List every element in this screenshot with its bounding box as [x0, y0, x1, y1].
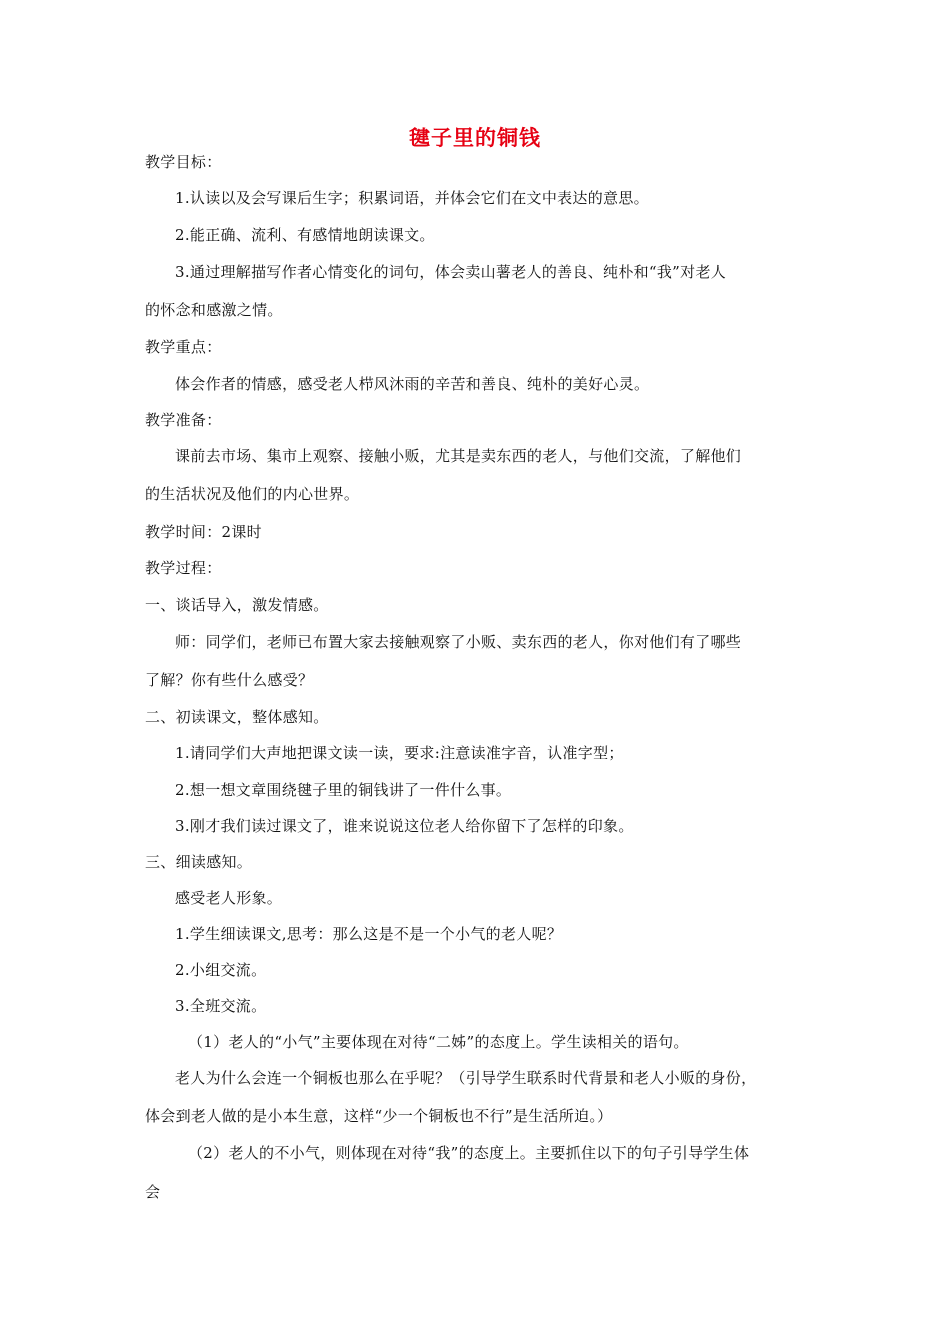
paragraph-line: 3.刚才我们读过课文了，谁来说说这位老人给你留下了怎样的印象。: [175, 817, 634, 835]
section-heading-time: 教学时间：2课时: [145, 523, 262, 541]
paragraph-line: 的生活状况及他们的内心世界。: [145, 485, 360, 503]
paragraph-line: 2.小组交流。: [175, 961, 267, 979]
step-heading-2: 二、初读课文，整体感知。: [145, 708, 329, 726]
paragraph-line: 感受老人形象。: [175, 889, 283, 907]
section-heading-preparation: 教学准备：: [145, 411, 222, 429]
paragraph-line: 老人为什么会连一个铜板也那么在乎呢？（引导学生联系时代背景和老人小贩的身份，: [175, 1069, 757, 1087]
section-heading-objectives: 教学目标：: [145, 153, 222, 171]
section-heading-key-points: 教学重点：: [145, 338, 222, 356]
paragraph-line: 会: [145, 1183, 161, 1201]
section-heading-process: 教学过程：: [145, 559, 222, 577]
paragraph-line: 2.想一想文章围绕毽子里的铜钱讲了一件什么事。: [175, 781, 512, 799]
paragraph-line: （1）老人的“小气”主要体现在对待“二姊”的态度上。学生读相关的语句。: [188, 1033, 689, 1051]
step-heading-3: 三、细读感知。: [145, 853, 253, 871]
paragraph-line: 的怀念和感激之情。: [145, 301, 283, 319]
paragraph-line: 体会作者的情感，感受老人栉风沐雨的辛苦和善良、纯朴的美好心灵。: [175, 375, 650, 393]
paragraph-line: 1.请同学们大声地把课文读一读，要求:注意读准字音，认准字型；: [175, 744, 624, 762]
paragraph-line: （2）老人的不小气，则体现在对待“我”的态度上。主要抓住以下的句子引导学生体: [188, 1144, 750, 1162]
paragraph-line: 1.学生细读课文,思考：那么这是不是一个小气的老人呢？: [175, 925, 563, 943]
paragraph-line: 3.全班交流。: [175, 997, 267, 1015]
paragraph-line: 体会到老人做的是小本生意，这样“少一个铜板也不行”是生活所迫。）: [145, 1107, 613, 1125]
paragraph-line: 课前去市场、集市上观察、接触小贩，尤其是卖东西的老人，与他们交流，了解他们: [175, 447, 742, 465]
step-heading-1: 一、谈话导入，激发情感。: [145, 596, 329, 614]
document-title: 毽子里的铜钱: [409, 126, 541, 150]
paragraph-line: 3.通过理解描写作者心情变化的词句，体会卖山薯老人的善良、纯朴和“我”对老人: [175, 263, 727, 281]
paragraph-line: 了解？你有些什么感受？: [145, 671, 314, 689]
paragraph-line: 2.能正确、流利、有感情地朗读课文。: [175, 226, 435, 244]
paragraph-line: 师：同学们，老师已布置大家去接触观察了小贩、卖东西的老人，你对他们有了哪些: [175, 633, 742, 651]
paragraph-line: 1.认读以及会写课后生字；积累词语，并体会它们在文中表达的意思。: [175, 189, 649, 207]
